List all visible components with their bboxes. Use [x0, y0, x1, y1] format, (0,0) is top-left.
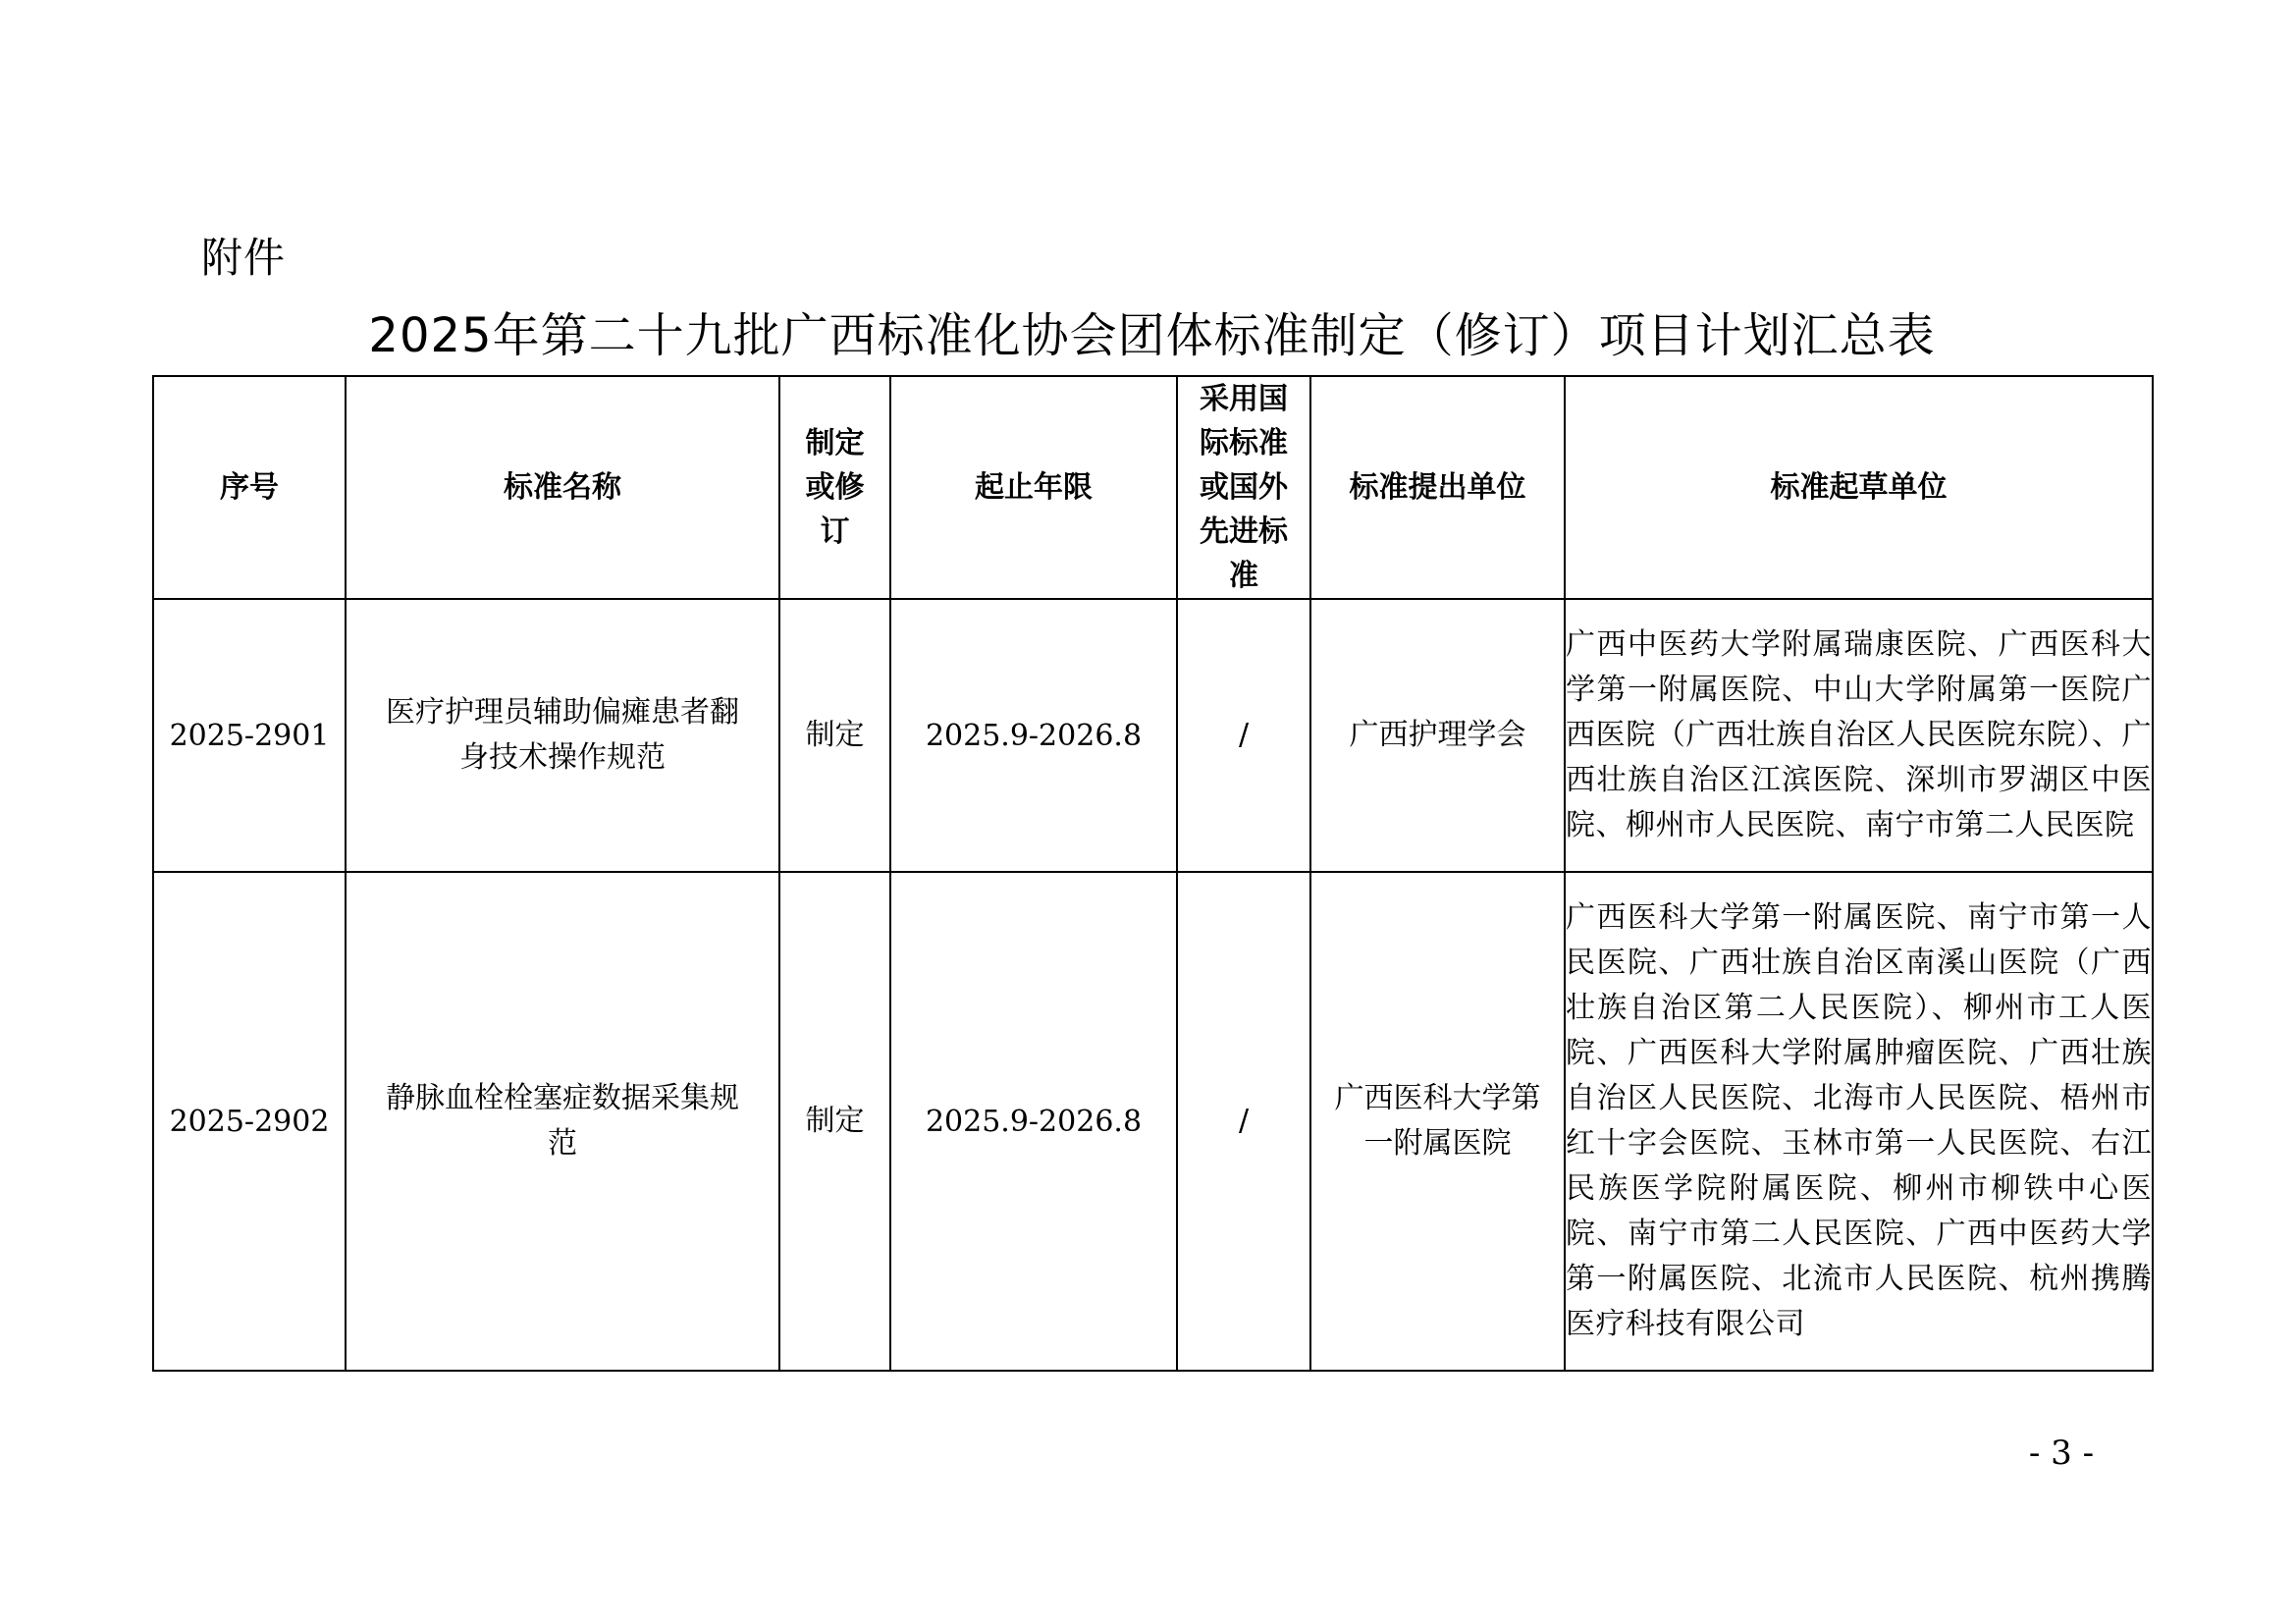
cell-period: 2025.9-2026.8	[890, 872, 1177, 1371]
header-serial: 序号	[153, 376, 346, 599]
header-drafter: 标准起草单位	[1565, 376, 2153, 599]
header-adopted: 采用国际标准或国外先进标准	[1177, 376, 1310, 599]
page-number: - 3 -	[2028, 1434, 2095, 1473]
header-name: 标准名称	[346, 376, 779, 599]
cell-type: 制定	[779, 872, 890, 1371]
cell-serial: 2025-2901	[153, 599, 346, 872]
attachment-label: 附件	[201, 234, 287, 282]
cell-drafter: 广西医科大学第一附属医院、南宁市第一人民医院、广西壮族自治区南溪山医院（广西壮族自治区第二人民医院）、柳州市工人医院、广西医科大学附属肿瘤医院、广西壮族自治区人民医院、北海市人民医院、梧州市红十字会医院、玉林市第一人民医院、右江民族医学院附属医院、柳州市柳铁中心医院、南宁市第二人民医院、广西中医药大学第一附属医院、北流市人民医院、杭州携腾医疗科技有限公司	[1565, 872, 2153, 1371]
table-row	[153, 599, 2153, 872]
cell-standard-name: 医疗护理员辅助偏瘫患者翻身技术操作规范	[346, 599, 779, 872]
cell-proposer: 广西医科大学第一附属医院	[1310, 872, 1565, 1371]
header-type: 制定或修订	[779, 376, 890, 599]
cell-drafter: 广西中医药大学附属瑞康医院、广西医科大学第一附属医院、中山大学附属第一医院广西医院（广西壮族自治区人民医院东院）、广西壮族自治区江滨医院、深圳市罗湖区中医院、柳州市人民医院、南宁市第二人民医院	[1565, 599, 2153, 872]
cell-proposer: 广西护理学会	[1310, 599, 1565, 872]
table-row	[153, 872, 2153, 1371]
cell-adopted: /	[1177, 872, 1310, 1371]
table-header-row	[153, 376, 2153, 599]
header-period: 起止年限	[890, 376, 1177, 599]
document-title: 2025年第二十九批广西标准化协会团体标准制定（修订）项目计划汇总表	[368, 308, 1936, 363]
cell-serial: 2025-2902	[153, 872, 346, 1371]
project-plan-table	[152, 375, 2154, 1372]
cell-period: 2025.9-2026.8	[890, 599, 1177, 872]
cell-adopted: /	[1177, 599, 1310, 872]
header-proposer: 标准提出单位	[1310, 376, 1565, 599]
cell-type: 制定	[779, 599, 890, 872]
cell-standard-name: 静脉血栓栓塞症数据采集规范	[346, 872, 779, 1371]
